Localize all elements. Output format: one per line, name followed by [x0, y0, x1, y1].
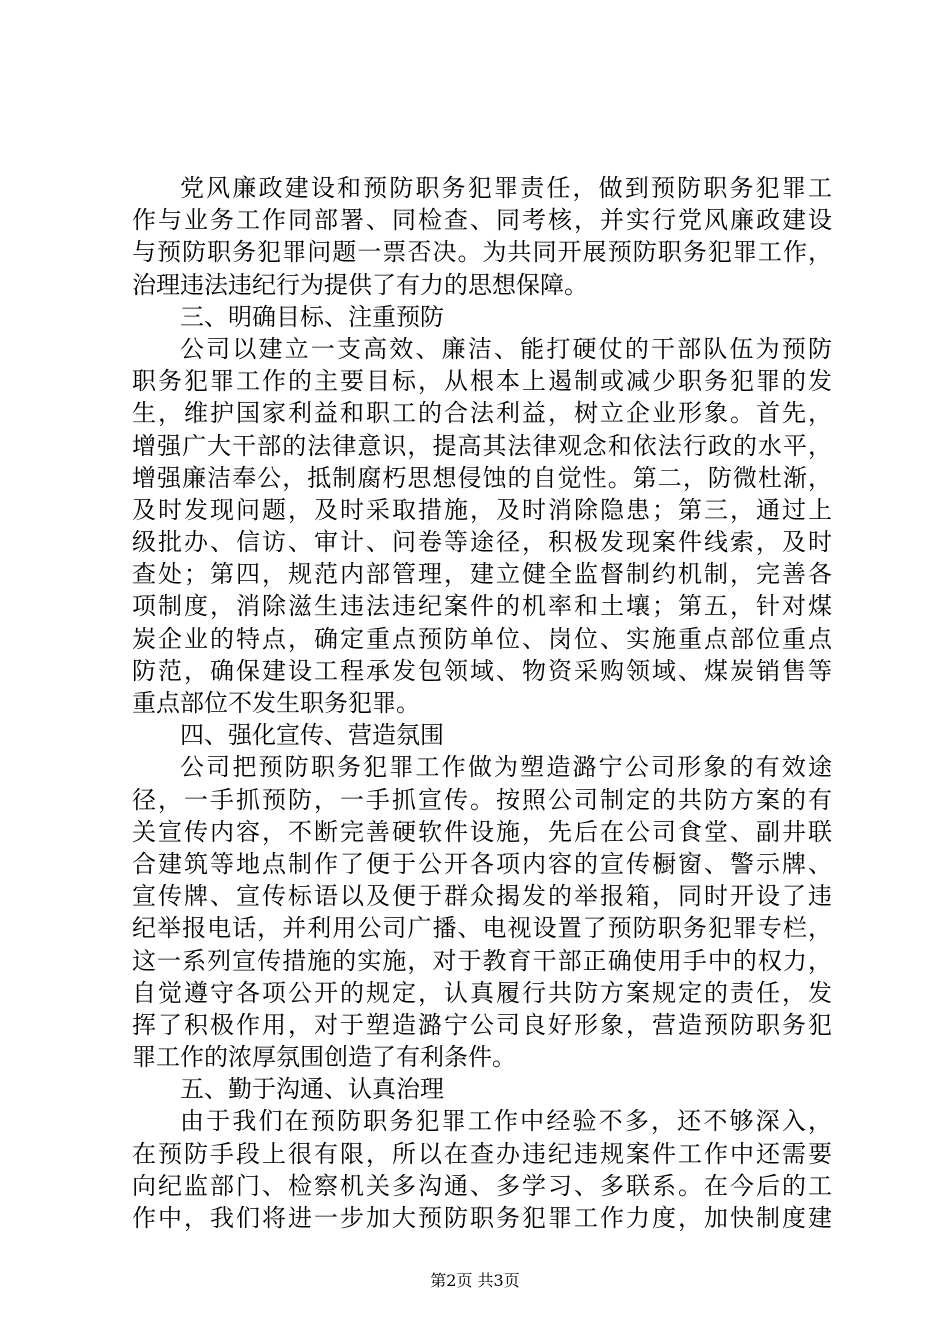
text-line: 防范，确保建设工程承发包领域、物资采购领域、煤炭销售等: [132, 656, 832, 685]
text-line: 增强广大干部的法律意识，提高其法律观念和依法行政的水平，: [132, 431, 832, 460]
page-footer: 第2页 共3页: [430, 1271, 520, 1290]
text-line: 职务犯罪工作的主要目标，从根本上遏制或减少职务犯罪的发: [132, 367, 832, 396]
text-line: 罪工作的浓厚氛围创造了有利条件。: [132, 1043, 516, 1072]
text-line: 公司以建立一支高效、廉洁、能打硬仗的干部队伍为预防: [180, 334, 832, 363]
text-line: 炭企业的特点，确定重点预防单位、岗位、实施重点部位重点: [132, 624, 832, 653]
text-line: 治理违法违纪行为提供了有力的思想保障。: [132, 270, 588, 299]
text-line: 查处；第四，规范内部管理，建立健全监督制约机制，完善各: [132, 560, 832, 589]
section-heading: 三、明确目标、注重预防: [180, 302, 444, 331]
text-line: 及时发现问题，及时采取措施，及时消除隐患；第三，通过上: [132, 495, 832, 524]
text-line: 自觉遵守各项公开的规定，认真履行共防方案规定的责任，发: [132, 978, 832, 1007]
section-heading: 五、勤于沟通、认真治理: [180, 1075, 444, 1104]
text-line: 这一系列宣传措施的实施，对于教育干部正确使用手中的权力，: [132, 946, 832, 975]
document-body: [132, 172, 832, 1234]
text-line: 级批办、信访、审计、问卷等途径，积极发现案件线索，及时: [132, 528, 832, 557]
text-line: 合建筑等地点制作了便于公开各项内容的宣传橱窗、警示牌、: [132, 849, 832, 878]
text-line: 纪举报电话，并利用公司广播、电视设置了预防职务犯罪专栏，: [132, 914, 832, 943]
text-line: 由于我们在预防职务犯罪工作中经验不多，还不够深入，: [180, 1107, 832, 1136]
text-line: 公司把预防职务犯罪工作做为塑造潞宁公司形象的有效途: [180, 753, 832, 782]
text-line: 重点部位不发生职务犯罪。: [132, 689, 420, 717]
text-line: 挥了积极作用，对于塑造潞宁公司良好形象，营造预防职务犯: [132, 1010, 832, 1039]
text-line: 作中，我们将进一步加大预防职务犯罪工作力度，加快制度建: [132, 1204, 832, 1232]
text-line: 项制度，消除滋生违法违纪案件的机率和土壤；第五，针对煤: [132, 592, 832, 621]
section-heading: 四、强化宣传、营造氛围: [180, 721, 444, 750]
text-line: 增强廉洁奉公，抵制腐朽思想侵蚀的自觉性。第二，防微杜渐，: [132, 463, 832, 492]
text-line: 径，一手抓预防，一手抓宣传。按照公司制定的共防方案的有: [132, 785, 832, 814]
text-line: 宣传牌、宣传标语以及便于群众揭发的举报箱，同时开设了违: [132, 882, 832, 911]
text-line: 与预防职务犯罪问题一票否决。为共同开展预防职务犯罪工作，: [132, 238, 832, 267]
text-line: 关宣传内容，不断完善硬软件设施，先后在公司食堂、副井联: [132, 817, 832, 846]
text-line: 生，维护国家利益和职工的合法利益，树立企业形象。首先，: [132, 399, 832, 428]
text-line: 向纪监部门、检察机关多沟通、多学习、多联系。在今后的工: [132, 1171, 832, 1200]
text-line: 作与业务工作同部署、同检查、同考核，并实行党风廉政建设: [132, 206, 832, 235]
text-line: 党风廉政建设和预防职务犯罪责任，做到预防职务犯罪工: [180, 174, 832, 202]
text-line: 在预防手段上很有限，所以在查办违纪违规案件工作中还需要: [132, 1139, 832, 1168]
